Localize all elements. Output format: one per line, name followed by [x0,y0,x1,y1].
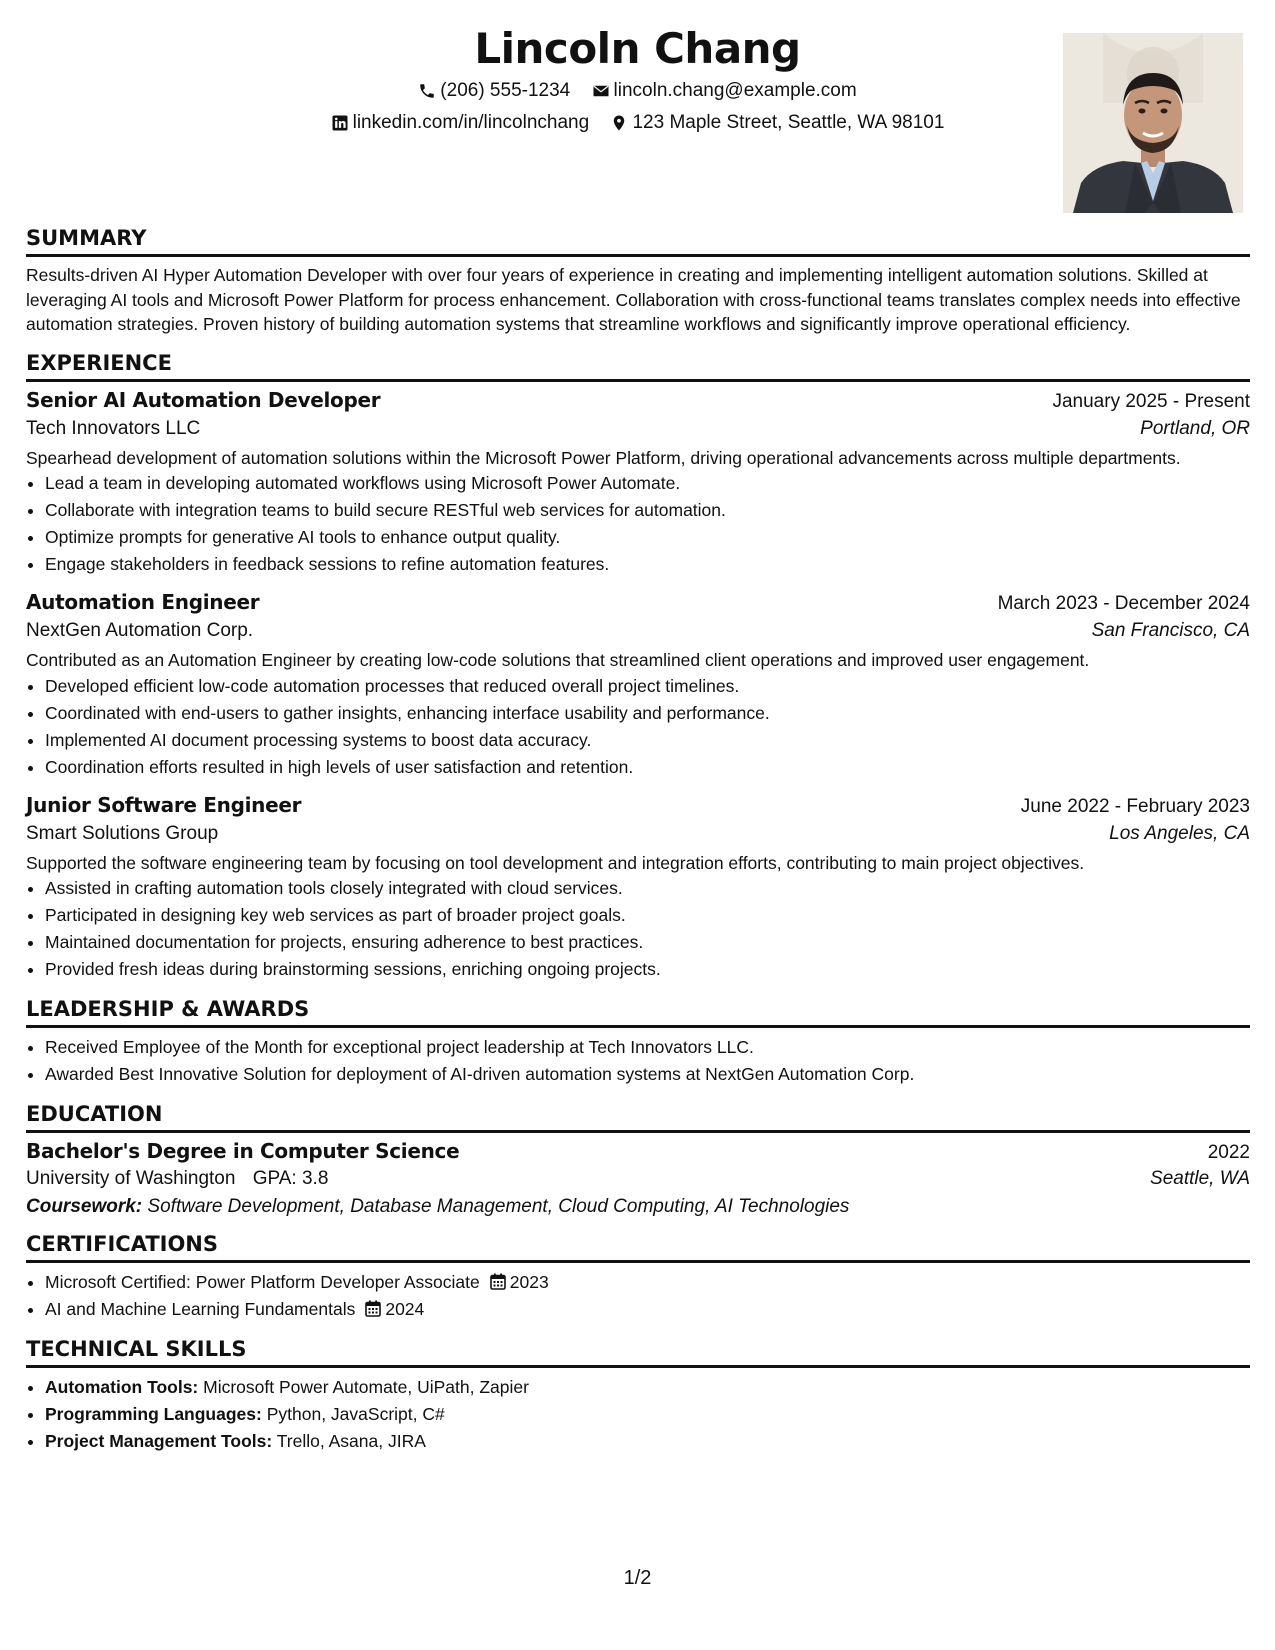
list-item [45,1428,1250,1455]
street-address: 123 Maple Street, Seattle, WA 98101 [632,112,945,133]
job-entry [26,388,1250,579]
company-name: Tech Innovators LLC [26,417,201,439]
job-title: Senior AI Automation Developer [26,387,381,412]
calendar-icon [365,1300,381,1317]
school-name: University of Washington [26,1168,236,1189]
coursework-list: Software Development, Database Management, Cloud Computing, AI Technologies [147,1196,850,1217]
list-item: • Received Employee of the Month for exceptional project leadership at Tech Innovators LLC. [45,1034,1250,1061]
skill-value: Microsoft Power Automate, UiPath, Zapier [203,1377,529,1397]
job-dates: January 2025 - Present [1052,390,1250,412]
summary-section [26,226,1250,337]
calendar-icon [490,1273,506,1290]
envelope-icon [592,82,610,100]
skills-section [26,1337,1250,1455]
list-item: • Developed efficient low-code automation processes that reduced overall project timelines. [45,673,1250,700]
map-pin-icon [610,114,628,132]
phone-contact [418,80,570,102]
skill-label: Programming Languages: [45,1404,262,1424]
section-title: EDUCATION [26,1102,1250,1133]
experience-section [26,351,1250,984]
coursework-label: Coursework: [26,1196,143,1217]
job-entry [26,793,1250,984]
list-item [45,1296,1250,1323]
job-dates: June 2022 - February 2023 [1020,795,1250,817]
resume-body [26,226,1250,1469]
skill-label: Project Management Tools: [45,1431,273,1451]
section-title: CERTIFICATIONS [26,1232,1250,1263]
list-item [45,1269,1250,1296]
skill-value: Python, JavaScript, C# [266,1404,445,1424]
phone-icon [418,82,436,100]
school-location: Seattle, WA [1150,1168,1250,1189]
job-entry [26,590,1250,781]
linkedin-icon [331,114,349,132]
list-item: • Implemented AI document processing systems to boost data accuracy. [45,727,1250,754]
candidate-name: Lincoln Chang [474,24,801,73]
list-item [45,1401,1250,1428]
job-location: Los Angeles, CA [1109,822,1250,844]
job-location: San Francisco, CA [1091,620,1250,641]
section-title: LEADERSHIP & AWARDS [26,997,1250,1028]
certifications-section [26,1232,1250,1323]
section-title: EXPERIENCE [26,351,1250,382]
list-item: • Engage stakeholders in feedback sessions to refine automation features. [45,551,1250,578]
list-item [45,1374,1250,1401]
company-name: NextGen Automation Corp. [26,620,254,641]
job-description: Contributed as an Automation Engineer by creating low-code solutions that streamlined client operations and improved user engagement. [26,650,1090,670]
leadership-section [26,997,1250,1088]
email-address[interactable]: lincoln.chang@example.com [613,80,857,101]
list-item: • Coordinated with end-users to gather insights, enhancing interface usability and performance. [45,700,1250,727]
graduation-year: 2022 [1207,1142,1250,1163]
job-bullets [26,673,1250,781]
list-item: • Awarded Best Innovative Solution for deployment of AI-driven automation systems at NextGen Automation Corp. [45,1061,1250,1088]
profile-photo [1063,33,1243,213]
list-item: • Collaborate with integration teams to build secure RESTful web services for automation. [45,497,1250,524]
coursework [26,1196,1250,1218]
job-location: Portland, OR [1140,417,1250,439]
email-contact[interactable] [592,80,857,102]
job-description: Supported the software engineering team by focusing on tool development and integration efforts, contributing to main project objectives. [26,852,1085,873]
address-contact [610,112,944,134]
job-description: Spearhead development of automation solutions within the Microsoft Power Platform, driving operational advancements across multiple departments. [26,447,1181,468]
list-item: • Provided fresh ideas during brainstorming sessions, enriching ongoing projects. [45,956,1250,983]
list-item: • Assisted in crafting automation tools closely integrated with cloud services. [45,875,1250,902]
list-item: • Optimize prompts for generative AI tools to enhance output quality. [45,524,1250,551]
list-item: • Maintained documentation for projects, ensuring adherence to best practices. [45,929,1250,956]
page-number: 1/2 [623,1567,652,1589]
certifications-list [26,1269,1250,1323]
company-name: Smart Solutions Group [26,822,219,844]
job-dates: March 2023 - December 2024 [997,593,1250,614]
degree-name: Bachelor's Degree in Computer Science [26,1139,460,1163]
phone-number: (206) 555-1234 [440,80,571,101]
skills-list [26,1374,1250,1455]
awards-list [26,1034,1250,1088]
job-title: Automation Engineer [26,590,260,614]
certification-year: 2024 [385,1299,425,1319]
gpa: GPA: 3.8 [252,1168,329,1189]
certification-year: 2023 [509,1272,549,1292]
linkedin-url[interactable]: linkedin.com/in/lincolnchang [352,112,590,133]
job-bullets [26,875,1250,983]
list-item: • Coordination efforts resulted in high levels of user satisfaction and retention. [45,754,1250,781]
education-section [26,1102,1250,1218]
list-item: • Lead a team in developing automated workflows using Microsoft Power Automate. [45,470,1250,497]
job-bullets [26,470,1250,578]
section-title: TECHNICAL SKILLS [26,1337,1250,1368]
section-title: SUMMARY [26,226,1250,257]
list-item: • Participated in designing key web services as part of broader project goals. [45,902,1250,929]
skill-label: Automation Tools: [45,1377,199,1397]
linkedin-contact[interactable] [331,112,590,134]
certification-name: AI and Machine Learning Fundamentals [45,1299,356,1319]
certification-name: Microsoft Certified: Power Platform Developer Associate [45,1272,480,1292]
job-title: Junior Software Engineer [26,792,302,817]
summary-text: Results-driven AI Hyper Automation Developer with over four years of experience in creating and implementing intelligent automation solutions. Skilled at leveraging AI tools and Microsoft Power Platform for process enhancement. Collaboration with cross-functional teams translates complex needs into effective automation strategies. Proven history of building automation systems that streamline workflows and significantly improve operational efficiency. [26,265,1241,334]
skill-value: Trello, Asana, JIRA [276,1431,426,1451]
